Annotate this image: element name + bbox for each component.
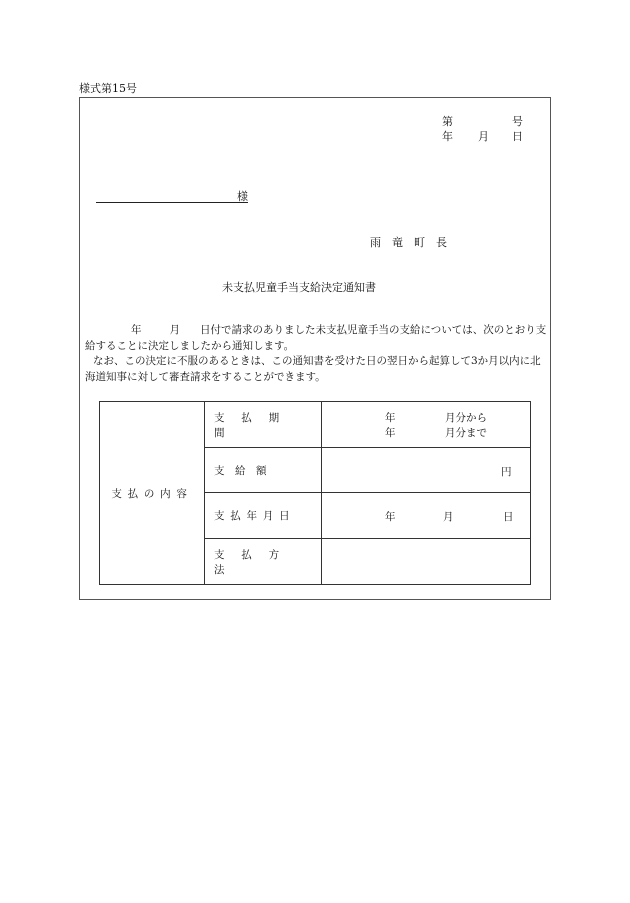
amount-unit: 円: [501, 466, 512, 478]
payment-content-heading: 支払の内容: [100, 402, 205, 585]
pay-date-label-cell: [205, 493, 322, 539]
method-label: 支払方法: [214, 548, 296, 576]
date-day-label: 日: [512, 130, 523, 143]
table-row: [100, 402, 531, 448]
body-month-label: 月: [169, 324, 180, 336]
amount-label-cell: [205, 448, 322, 493]
pay-date-day: 日: [503, 511, 514, 523]
body-line1-text: 日付で請求のありました未支払児童手当の支給については、次のとおり支給することに決定しましたから通知します。: [85, 324, 547, 352]
document-title: 未支払児童手当支給決定通知書: [222, 281, 376, 294]
date-year-label: 年: [442, 130, 453, 143]
payment-details-table: [99, 401, 531, 585]
body-paragraph-2: なお、この決定に不服のあるときは、この通知書を受けた日の翌日から起算して3か月以内に北海道知事に対して審査請求をすることができます。: [85, 355, 541, 383]
period-from-month: 月分から: [445, 412, 487, 424]
body-paragraph-1: [85, 323, 547, 354]
number-prefix: 第: [442, 115, 453, 128]
pay-date-label: 支払年月日: [214, 510, 296, 522]
period-label-cell: [205, 402, 322, 448]
pay-date-month: 月: [443, 511, 454, 523]
period-to-year: 年: [385, 427, 396, 439]
amount-label: 支 給 額: [214, 464, 267, 477]
number-suffix: 号: [512, 115, 523, 128]
body-year-label: 年: [131, 324, 142, 336]
issuer: 雨 竜 町 長: [370, 236, 447, 249]
amount-value-cell[interactable]: [322, 448, 531, 493]
addressee-name-line: [96, 202, 248, 203]
period-label: 支払期間: [214, 411, 296, 439]
body-text: [85, 323, 547, 385]
method-value-cell[interactable]: [322, 539, 531, 585]
period-to-month: 月分まで: [445, 427, 487, 439]
period-value-cell[interactable]: [322, 402, 531, 448]
form-number: 様式第15号: [79, 82, 137, 95]
date-month-label: 月: [478, 130, 489, 143]
addressee-honorific: 様: [237, 190, 248, 203]
pay-date-value-cell[interactable]: [322, 493, 531, 539]
period-from-year: 年: [385, 412, 396, 424]
method-label-cell: [205, 539, 322, 585]
pay-date-year: 年: [385, 511, 396, 523]
